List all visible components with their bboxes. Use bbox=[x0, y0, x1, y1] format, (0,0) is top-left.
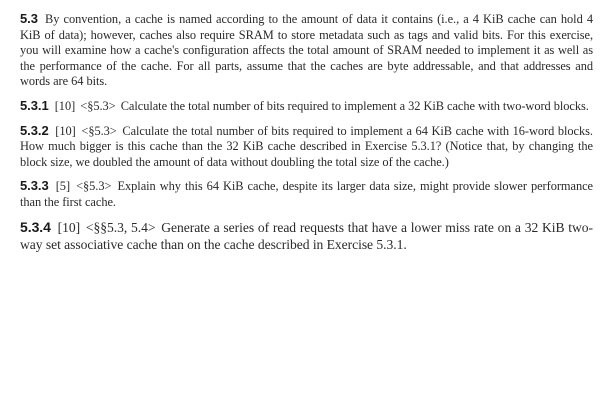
exercise-5-3-2 bbox=[20, 123, 593, 171]
exercise-text: Calculate the total number of bits required to implement a 64 KiB cache with 16-word blocks. How much bigger is this cache than the 32 KiB cache described in Exercise 5.3.1? (Notice that, by changing the block size, we doubled the amount of data without doubling the total size of the cache.) bbox=[20, 123, 593, 169]
exercise-5-3-4 bbox=[20, 219, 593, 253]
exercise-points: [10] bbox=[55, 123, 76, 138]
exercise-5-3-3 bbox=[20, 178, 593, 210]
exercise-number: 5.3.1 bbox=[20, 97, 49, 113]
exercise-text: Generate a series of read requests that have a lower miss rate on a 32 KiB two-way set associative cache than on the cache described in Exercise 5.3.1. bbox=[20, 219, 593, 252]
exercise-number: 5.3 bbox=[20, 11, 38, 26]
exercise-intro-paragraph bbox=[20, 11, 593, 90]
exercise-number: 5.3.2 bbox=[20, 122, 49, 138]
exercise-section-ref: <§5.3> bbox=[80, 98, 116, 113]
exercise-text: Calculate the total number of bits required to implement a 32 KiB cache with two-word blocks. bbox=[120, 98, 589, 113]
exercise-intro-text: By convention, a cache is named according to the amount of data it contains (i.e., a 4 KiB cache can hold 4 KiB of data); however, caches also require SRAM to store metadata such as tags and valid bits. For this exercise, you will examine how a cache's configuration affects the total amount of SRAM needed to implement it as well as the performance of the cache. For all parts, assume that the caches are byte addressable, and that addresses and words are 64 bits. bbox=[20, 12, 593, 89]
exercise-points: [5] bbox=[55, 179, 71, 194]
exercise-number: 5.3.3 bbox=[20, 178, 49, 194]
exercise-5-3-1 bbox=[20, 98, 593, 115]
exercise-section-ref: <§5.3> bbox=[76, 179, 112, 194]
exercise-points: [10] bbox=[57, 219, 81, 235]
exercise-points: [10] bbox=[54, 98, 76, 113]
exercise-section-ref: <§§5.3, 5.4> bbox=[85, 219, 156, 235]
exercise-text: Explain why this 64 KiB cache, despite its larger data size, might provide slower performance than the first cache. bbox=[20, 179, 593, 209]
exercise-section-ref: <§5.3> bbox=[81, 123, 117, 138]
exercise-number: 5.3.4 bbox=[20, 218, 51, 235]
